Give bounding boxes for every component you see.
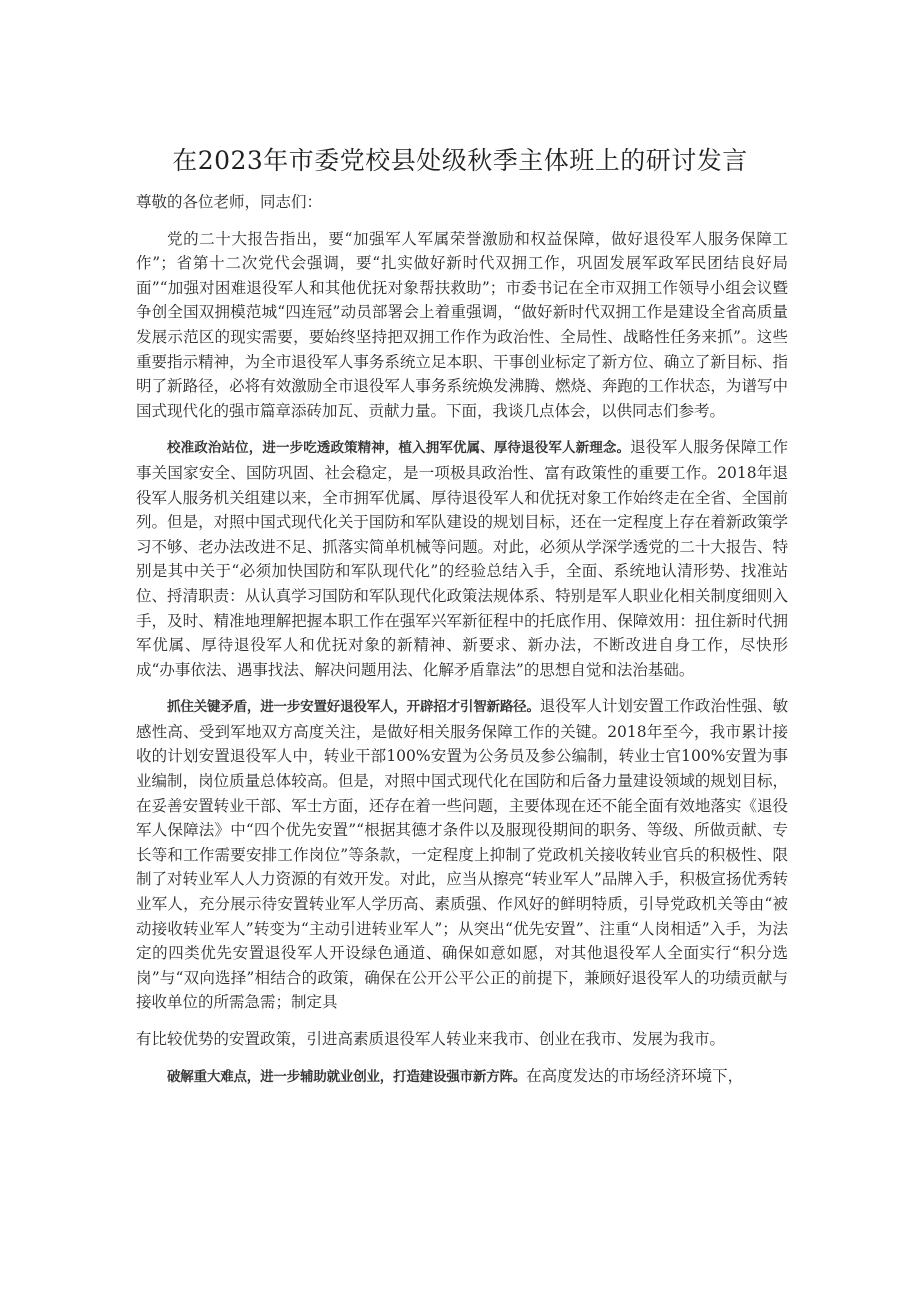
section-paragraph-3: [136, 1064, 788, 1090]
section-text-1: 退役军人服务保障工作事关国家安全、国防巩固、社会稳定，是一项极具政治性、富有政策性的重要工作。2018年退役军人服务机关组建以来，全市拥军优属、厚待退役军人和优抚对象工作始终走在全省、全国前列。但是，对照中国式现代化关于国防和军队建设的规划目标，还在一定程度上存在着新政策学习不够、老办法改进不足、抓落实简单机械等问题。对此，必须从学深学透党的二十大报告、特别是其中关于“必须加快国防和军队现代化”的经验总结入手，全面、系统地认清形势、找准站位、捋清职责：从认真学习国防和军队现代化政策法规体系、特别是军人职业化相关制度细则入手，及时、精准地理解把握本职工作在强军兴军新征程中的托底作用、保障效用：扭住新时代拥军优属、厚待退役军人和优抚对象的新精神、新要求、新办法，不断改进自身工作，尽快形成“办事依法、遇事找法、解决问题用法、化解矛盾靠法”的思想自觉和法治基础。: [136, 438, 788, 679]
section-continuation-2: 有比较优势的安置政策，引进高素质退役军人转业来我市、创业在我市、发展为我市。: [136, 1030, 726, 1048]
section-text-3: 在高度发达的市场经济环境下，: [526, 1066, 744, 1085]
intro-paragraph: 党的二十大报告指出，要“加强军人军属荣誉激励和权益保障，做好退役军人服务保障工作”；省第十二次党代会强调，要“扎实做好新时代双拥工作，巩固发展军政军民团结良好局面”“加强对困难退役军人和其他优抚对象帮扶救助”；市委书记在全市双拥工作领导小组会议暨争创全国双拥模范城“四连冠”动员部署会上着重强调，“做好新时代双拥工作是建设全省高质量发展示范区的现实需要，要始终坚持把双拥工作作为政治性、全局性、战略性任务来抓”。这些重要指示精神，为全市退役军人事务系统立足本职、干事创业标定了新方位、确立了新目标、指明了新路径，必将有效激励全市退役军人事务系统焕发沸腾、燃烧、奔跑的工作状态，为谱写中国式现代化的强市篇章添砖加瓦、贡献力量。下面，我谈几点体会，以供同志们参考。: [136, 229, 788, 420]
section-lead-1: 校准政治站位，进一步吃透政策精神，植入拥军优属、厚待退役军人新理念。: [167, 440, 631, 457]
section-text-2: 退役军人计划安置工作政治性强、敏感性高、受到军地双方高度关注，是做好相关服务保障工作的关键。2018年至今，我市累计接收的计划安置退役军人中，转业干部100%安置为公务员及参公编制，转业士官100%安置为事业编制，岗位质量总体较高。但是，对照中国式现代化在国防和后备力量建设领域的规划目标，在妥善安置转业干部、军士方面，还存在着一些问题，主要体现在还不能全面有效地落实《退役军人保障法》中“四个优先安置”“根据其德才条件以及服现役期间的职务、等级、所做贡献、专长等和工作需要安排工作岗位”等条款，一定程度上抑制了党政机关接收转业官兵的积极性、限制了对转业军人人力资源的有效开发。对此，应当从擦亮“转业军人”品牌入手，积极宣扬优秀转业军人，充分展示待安置转业军人学历高、素质强、作风好的鲜明特质，引导党政机关等由“被动接收转业军人”转变为“主动引进转业军人”；从突出“优先安置”、注重“人岗相适”入手，为法定的四类优先安置退役军人开设绿色通道、确保如意如愿，对其他退役军人全面实行“积分选岗”与“双向选择”相结合的政策，确保在公开公平公正的前提下，兼顾好退役军人的功绩贡献与接收单位的所需急需；制定具: [136, 697, 788, 1012]
document-title: 在2023年市委党校县处级秋季主体班上的研讨发言: [172, 146, 748, 175]
section-paragraph-1: [136, 435, 788, 682]
section-lead-3: 破解重大难点，进一步辅助就业创业，打造建设强市新方阵。: [167, 1068, 527, 1085]
section-paragraph-2: [136, 694, 788, 1015]
salutation: 尊敬的各位老师，同志们：: [136, 193, 323, 211]
document-body: [136, 190, 788, 1089]
section-lead-2: 抓住关键矛盾，进一步安置好退役军人，开辟招才引智新路径。: [167, 699, 540, 716]
